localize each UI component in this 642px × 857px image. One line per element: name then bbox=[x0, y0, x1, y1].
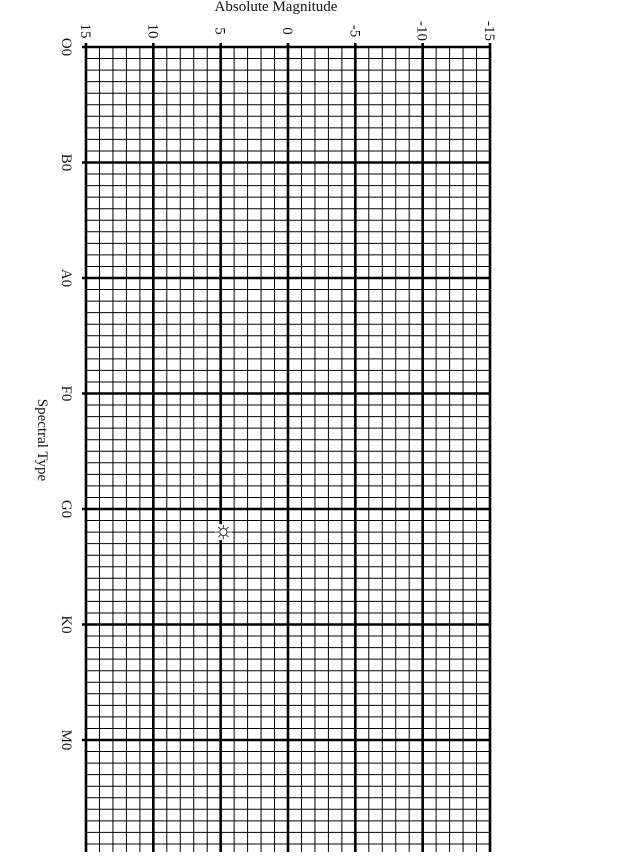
y-tick-label: G0 bbox=[58, 499, 74, 519]
x-tick-label: -15 bbox=[481, 21, 497, 41]
chart-labels bbox=[34, 0, 497, 750]
chart-grid bbox=[82, 43, 490, 852]
x-tick-label: 5 bbox=[211, 27, 228, 35]
y-tick-label: K0 bbox=[58, 615, 74, 634]
x-tick-label: 10 bbox=[144, 23, 161, 39]
y-tick-label: A0 bbox=[58, 268, 74, 288]
x-tick-label: 0 bbox=[279, 27, 295, 35]
chart-marks bbox=[215, 524, 231, 540]
sun-icon bbox=[215, 524, 231, 540]
x-tick-label: -10 bbox=[413, 21, 430, 41]
y-axis-title: Spectral Type bbox=[34, 398, 50, 482]
y-tick-label: M0 bbox=[58, 729, 74, 751]
x-axis-title: Absolute Magnitude bbox=[214, 0, 338, 15]
y-tick-label: B0 bbox=[58, 153, 74, 172]
sun-icon-disc bbox=[220, 529, 227, 536]
x-tick-label: -5 bbox=[346, 24, 363, 38]
y-tick-label: O0 bbox=[58, 37, 74, 57]
x-tick-label: 15 bbox=[77, 23, 93, 39]
y-tick-label: F0 bbox=[58, 385, 74, 402]
